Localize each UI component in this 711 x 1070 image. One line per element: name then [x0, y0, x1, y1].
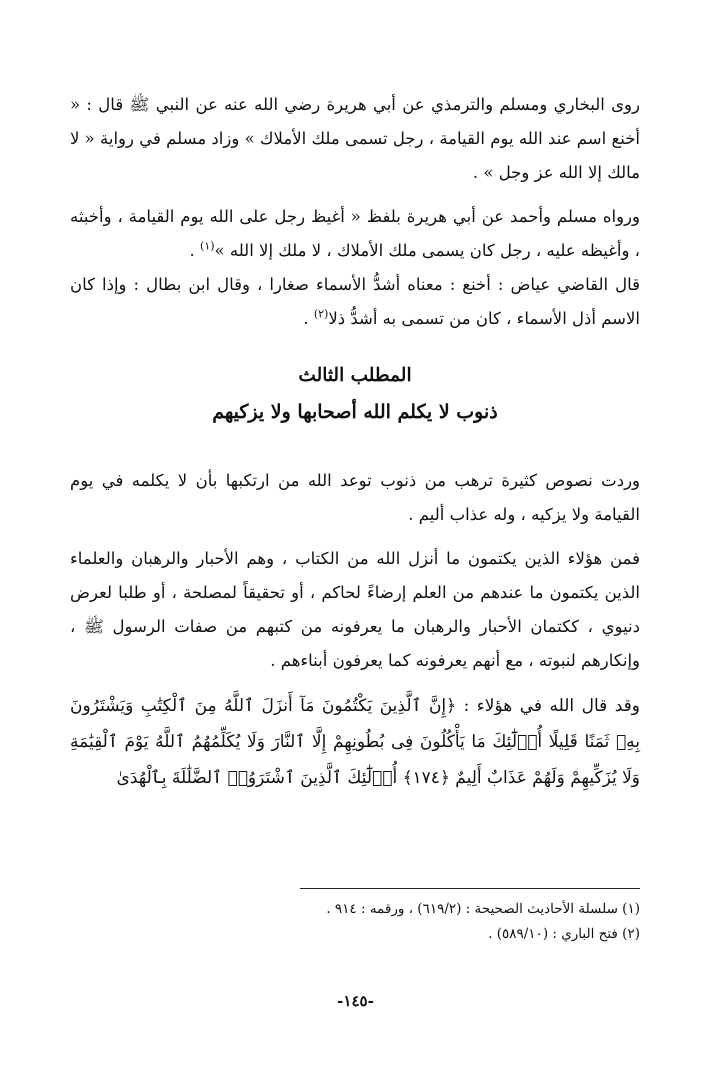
page-number: -١٤٥- [337, 992, 374, 1010]
footnote-2: (٢) فتح الباري : (٥٨٩/١٠) . [488, 926, 640, 942]
quran-verse-text: ﴿إِنَّ ٱلَّذِينَ يَكْتُمُونَ مَآ أَنزَلَ ٱللَّهُ مِنَ ٱلْكِتَٰبِ وَيَشْتَرُونَ بِهِۦ ثَمَنًا قَلِيلًا أُو۟لَٰٓئِكَ مَا يَأْكُلُونَ فِى بُطُونِهِمْ إِلَّا ٱلنَّارَ وَلَا يُكَلِّمُهُمُ ٱللَّهُ يَوْمَ ٱلْقِيَٰمَةِ وَلَا يُزَكِّيهِمْ وَلَهُمْ عَذَابٌ أَلِيمٌ ﴿١٧٤﴾ أُو۟لَٰٓئِكَ ٱلَّذِينَ ٱشْتَرَوُا۟ ٱلضَّلَٰلَةَ بِٱلْهُدَىٰ [70, 696, 640, 788]
section-title: المطلب الثالث [298, 365, 412, 386]
paragraph-intro: وردت نصوص كثيرة ترهب من ذنوب توعد الله من ارتكبها بأن لا يكلمه في يوم القيامة ولا يزكيه ، وله عذاب أليم . [70, 471, 640, 524]
paragraph-scholars: فمن هؤلاء الذين يكتمون ما أنزل الله من الكتاب ، وهم الأحبار والرهبان والعلماء الذين يكتمون ما عندهم من العلم إرضاءً لحاكم ، أو تحقيقاً لمصلحة ، أو طلبا لعرض دنيوي ، ككتمان الأحبار والرهبان ما يعرفونه من كتبهم من صفات الرسول ﷺ ، وإنكارهم لنبوته ، مع أنهم يعرفونه كما يعرفون أبناءهم . [70, 549, 640, 670]
paragraph-hadith-bukhari: روى البخاري ومسلم والترمذي عن أبي هريرة رضي الله عنه عن النبي ﷺ قال : « أخنع اسم عند الله يوم القيامة ، رجل تسمى ملك الأملاك » وزاد مسلم في رواية « لا مالك إلا الله عز وجل » . [70, 95, 640, 182]
footnote-ref-1[interactable]: (١) [200, 239, 215, 253]
footnotes-section [70, 888, 640, 947]
paragraph-quran-verse: وقد قال الله في هؤلاء : ﴿إِنَّ ٱلَّذِينَ يَكْتُمُونَ مَآ أَنزَلَ ٱللَّهُ مِنَ ٱلْكِتَٰبِ وَيَشْتَرُونَ بِهِۦ ثَمَنًا قَلِيلًا أُو۟لَٰٓئِكَ مَا يَأْكُلُونَ فِى بُطُونِهِمْ إِلَّا ٱلنَّارَ وَلَا يُكَلِّمُهُمُ ٱللَّهُ يَوْمَ ٱلْقِيَٰمَةِ وَلَا يُزَكِّيهِمْ وَلَهُمْ عَذَابٌ أَلِيمٌ ﴿١٧٤﴾ أُو۟لَٰٓئِكَ ٱلَّذِينَ ٱشْتَرَوُا۟ ٱلضَّلَٰلَةَ بِٱلْهُدَىٰ [70, 696, 640, 788]
section-subtitle: ذنوب لا يكلم الله أصحابها ولا يزكيهم [212, 401, 498, 423]
footnote-divider [300, 888, 640, 889]
paragraph-hadith-muslim: ورواه مسلم وأحمد عن أبي هريرة بلفظ « أغيظ رجل على الله يوم القيامة ، وأخبثه ، وأغيظه عليه ، رجل كان يسمى ملك الأملاك ، لا ملك إلا الله »$^{(١)}$ . [70, 207, 640, 260]
footnote-ref-2[interactable]: (٢) [313, 307, 329, 321]
page-body [70, 88, 640, 796]
paragraph-qadi-iyad: قال القاضي عياض : أخنع : معناه أشدُّ الأسماء صغارا ، وقال ابن بطال : وإذا كان الاسم أذل الأسماء ، كان من تسمى به أشدُّ ذلا$^{(٢)}$ . [70, 275, 640, 328]
footnote-1: (١) سلسلة الأحاديث الصحيحة : (٦١٩/٢) ، ورقمه : ٩١٤ . [326, 901, 640, 917]
